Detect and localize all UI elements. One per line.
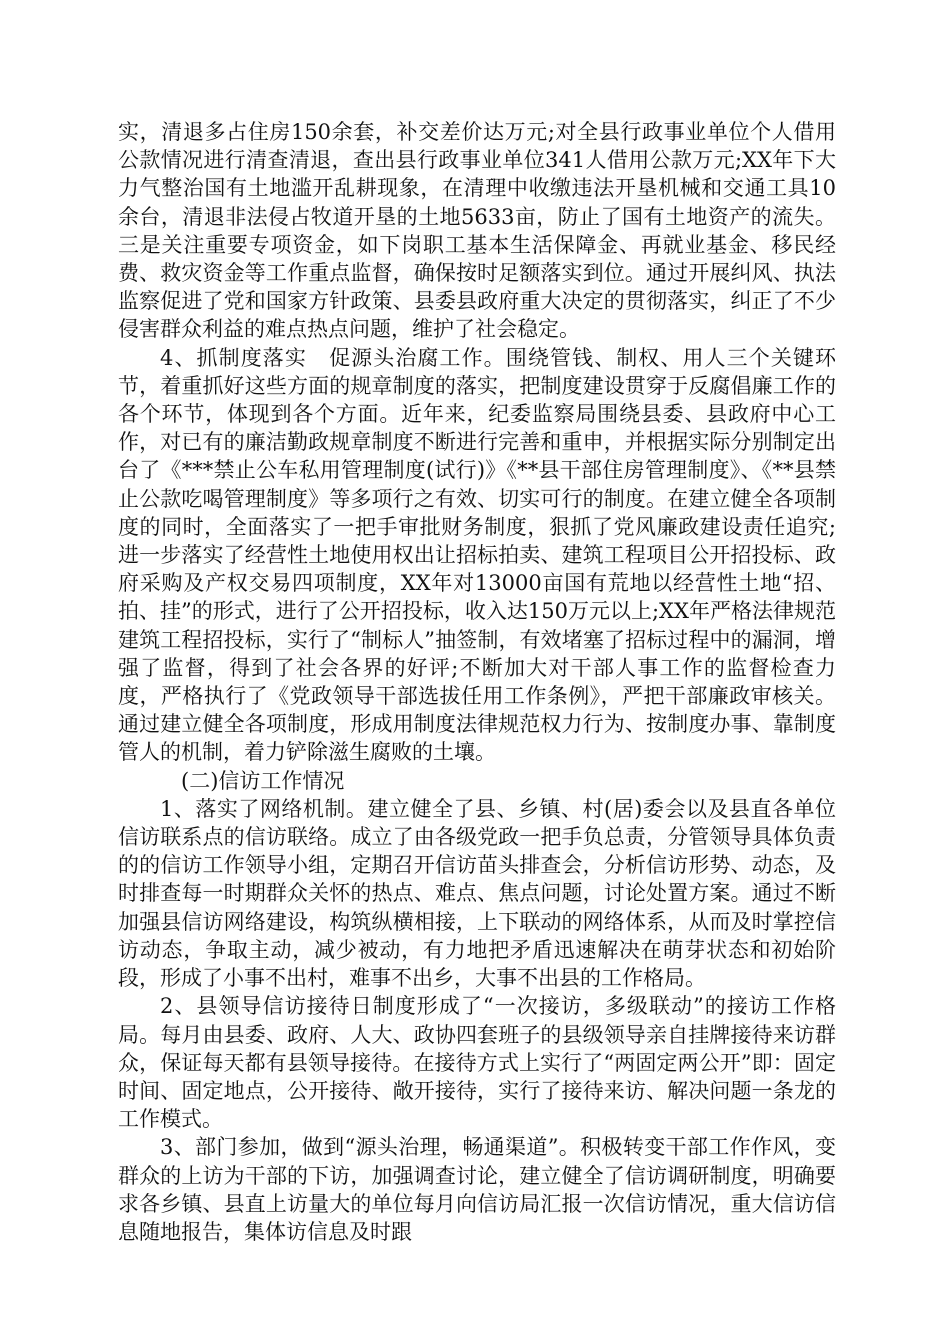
body-paragraph-4: 2、县领导信访接待日制度形成了“一次接访，多级联动”的接访工作格局。每月由县委、政府、人大、政协四套班子的县级领导亲自挂牌接待来访群众，保证每天都有县领导接待。在接待方式上实行了“两固定两公开”即：固定时间、固定地点，公开接待、敞开接待，实行了接待来访、解决问题一条龙的工作模式。 bbox=[118, 994, 836, 1132]
body-paragraph-1: 实，清退多占住房150余套，补交差价达万元;对全县行政事业单位个人借用公款情况进行清查清退，查出县行政事业单位341人借用公款万元;XX年下大力气整治国有土地滥开乱耕现象，在清理中收缴违法开垦机械和交通工具10余台，清退非法侵占牧道开垦的土地5633亩，防止了国有土地资产的流失。三是关注重要专项资金，如下岗职工基本生活保障金、再就业基金、移民经费、救灾资金等工作重点监督，确保按时足额落实到位。通过开展纠风、执法监察促进了党和国家方针政策、县委县政府重大决定的贯彻落实，纠正了不少侵害群众利益的难点热点问题，维护了社会稳定。 bbox=[118, 120, 836, 342]
body-paragraph-2: 4、抓制度落实 促源头治腐工作。围绕管钱、制权、用人三个关键环节，着重抓好这些方面的规章制度的落实，把制度建设贯穿于反腐倡廉工作的各个环节，体现到各个方面。近年来，纪委监察局围绕县委、县政府中心工作，对已有的廉洁勤政规章制度不断进行完善和重申，并根据实际分别制定出台了《***禁止公车私用管理制度(试行)》《**县干部住房管理制度》、《**县禁止公款吃喝管理制度》等多项行之有效、切实可行的制度。在建立健全各项制度的同时，全面落实了一把手审批财务制度，狠抓了党风廉政建设责任追究;进一步落实了经营性土地使用权出让招标拍卖、建筑工程项目公开招投标、政府采购及产权交易四项制度，XX年对13000亩国有荒地以经营性土地“招、拍、挂”的形式，进行了公开招投标，收入达150万元以上;XX年严格法律规范建筑工程招投标，实行了“制标人”抽签制，有效堵塞了招标过程中的漏洞，增强了监督，得到了社会各界的好评;不断加大对干部人事工作的监督检查力度，严格执行了《党政领导干部选拔任用工作条例》，严把干部廉政审核关。通过建立健全各项制度，形成用制度法律规范权力行为、按制度办事、靠制度管人的机制，着力铲除滋生腐败的土壤。 bbox=[118, 345, 836, 765]
body-paragraph-5: 3、部门参加，做到“源头治理，畅通渠道”。积极转变干部工作作风，变群众的上访为干部的下访，加强调查讨论，建立健全了信访调研制度，明确要求各乡镇、县直上访量大的单位每月向信访局汇报一次信访情况，重大信访信息随地报告，集体访信息及时跟 bbox=[118, 1135, 836, 1244]
body-paragraph-3: 1、落实了网络机制。建立健全了县、乡镇、村(居)委会以及县直各单位信访联系点的信访联络。成立了由各级党政一把手负总责，分管领导具体负责的的信访工作领导小组，定期召开信访苗头排查会，分析信访形势、动态，及时排查每一时期群众关怀的热点、难点、焦点问题，讨论处置方案。通过不断加强县信访网络建设，构筑纵横相接，上下联动的网络体系，从而及时掌控信访动态，争取主动，减少被动，有力地把矛盾迅速解决在萌芽状态和初始阶段，形成了小事不出村，难事不出乡，大事不出县的工作格局。 bbox=[118, 796, 836, 991]
document-page bbox=[118, 118, 836, 1246]
section-heading-petitions: (二)信访工作情况 bbox=[181, 768, 345, 793]
